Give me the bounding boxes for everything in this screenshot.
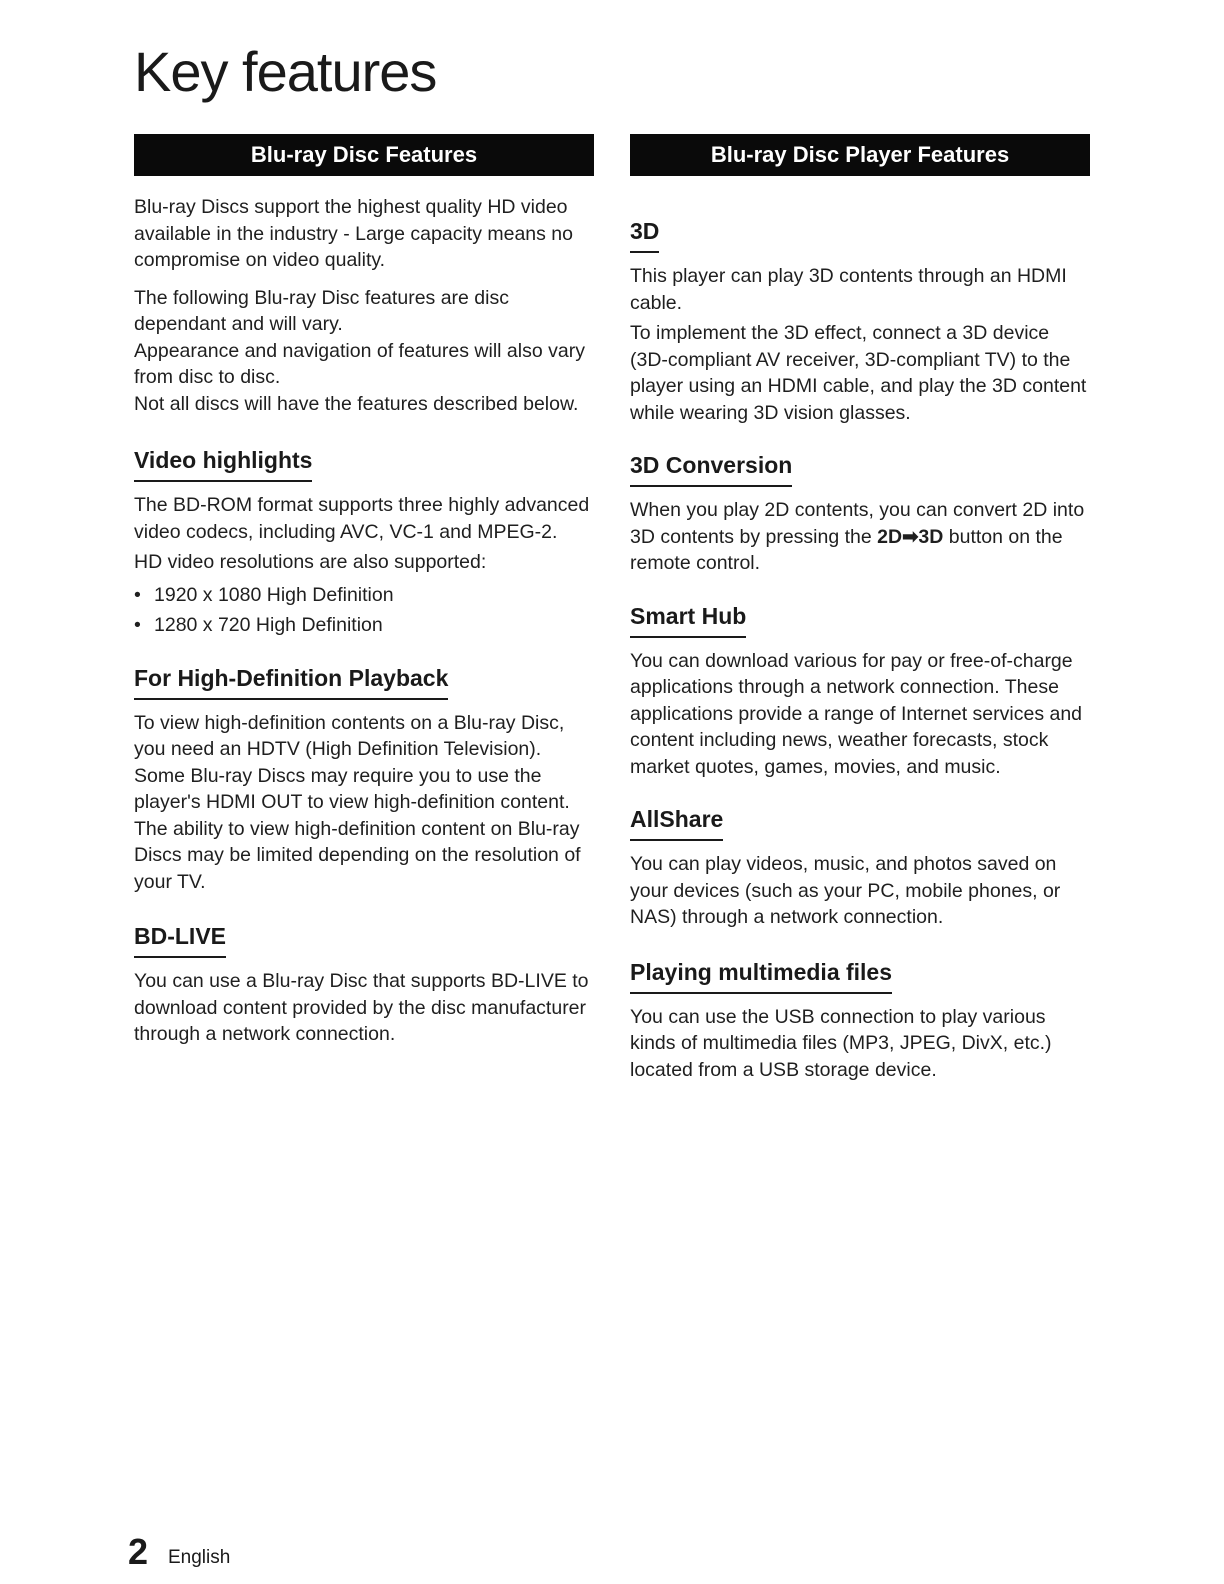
list-item	[134, 580, 594, 611]
2d-3d-button-label: 2D➡3D	[877, 525, 944, 548]
left-column	[134, 134, 594, 1048]
3d-section	[630, 216, 1090, 253]
blu-ray-disc-features-banner: Blu-ray Disc Features	[134, 134, 594, 176]
hd-playback-heading: For High-Definition Playback	[134, 663, 448, 700]
hd-resolutions-text: HD video resolutions are also supported:	[134, 551, 487, 573]
3d-conversion-text	[630, 497, 1090, 577]
smart-hub-heading: Smart Hub	[630, 601, 746, 638]
list-item-text: 1920 x 1080 High Definition	[154, 583, 394, 606]
3d-implement-text: To implement the 3D effect, connect a 3D device (3D-compliant AV receiver, 3D-compliant TV) to the player using an HDMI cable, and play the 3D content while wearing 3D vision glasses.	[630, 322, 1087, 424]
bd-live-text: You can use a Blu-ray Disc that supports BD-LIVE to download content provided by the disc manufacturer through a network connection.	[134, 970, 589, 1045]
right-column	[630, 134, 1090, 1083]
video-highlights-section	[134, 445, 594, 482]
multimedia-heading: Playing multimedia files	[630, 957, 892, 994]
bd-live-heading: BD-LIVE	[134, 921, 226, 958]
appearance-note: Appearance and navigation of features will also vary from disc to disc.	[134, 339, 585, 388]
video-highlights-text: The BD-ROM format supports three highly advanced video codecs, including AVC, VC-1 and MPEG-2.	[134, 494, 590, 543]
bullet-icon: •	[134, 614, 141, 636]
3d-conversion-section	[630, 450, 1090, 487]
multimedia-section	[630, 957, 1090, 994]
3d-heading: 3D	[630, 216, 659, 253]
hd-playback-section	[134, 663, 594, 700]
3d-conversion-heading: 3D Conversion	[630, 450, 792, 487]
disc-dependant-note: The following Blu-ray Disc features are disc dependant and will vary.	[134, 286, 509, 335]
allshare-heading: AllShare	[630, 804, 723, 841]
3d-conversion-text-start: When you play 2D contents, you can convert 2D into 3D contents by pressing the	[630, 499, 1085, 548]
bullet-icon: •	[134, 583, 141, 606]
page-title: Key features	[134, 40, 437, 103]
3d-text: This player can play 3D contents through an HDMI cable.	[630, 265, 1067, 314]
hd-playback-text: To view high-definition contents on a Blu-ray Disc, you need an HDTV (High Definition Television). Some Blu-ray Discs may require you to use the player's HDMI OUT to view high-definition content. The ability to view high-definition content on Blu-ray Discs may be limited depending on the resolution of your TV.	[134, 711, 581, 893]
list-item	[134, 610, 594, 641]
page-language: English	[168, 1547, 231, 1568]
intro-paragraph: Blu-ray Discs support the highest quality HD video available in the industry - Large capacity means no compromise on video quality.	[134, 196, 573, 271]
resolution-list	[134, 580, 594, 641]
bd-live-section	[134, 921, 594, 958]
blu-ray-disc-player-features-banner: Blu-ray Disc Player Features	[630, 134, 1090, 176]
features-note: Not all discs will have the features described below.	[134, 392, 579, 415]
page-number: 2	[128, 1531, 149, 1572]
multimedia-text: You can use the USB connection to play various kinds of multimedia files (MP3, JPEG, DivX, etc.) located from a USB storage device.	[630, 1005, 1052, 1081]
smart-hub-section	[630, 601, 1090, 638]
list-item-text: 1280 x 720 High Definition	[154, 614, 383, 636]
smart-hub-text: You can download various for pay or free-of-charge applications through a network connection. These applications provide a range of Internet services and content including news, weather forecasts, stock market quotes, games, movies, and music.	[630, 649, 1083, 778]
video-highlights-heading: Video highlights	[134, 445, 312, 482]
allshare-section	[630, 804, 1090, 841]
3d-conversion-text-end: button on the remote control.	[630, 525, 1063, 574]
allshare-text: You can play videos, music, and photos saved on your devices (such as your PC, mobile phones, or NAS) through a network connection.	[630, 853, 1061, 928]
